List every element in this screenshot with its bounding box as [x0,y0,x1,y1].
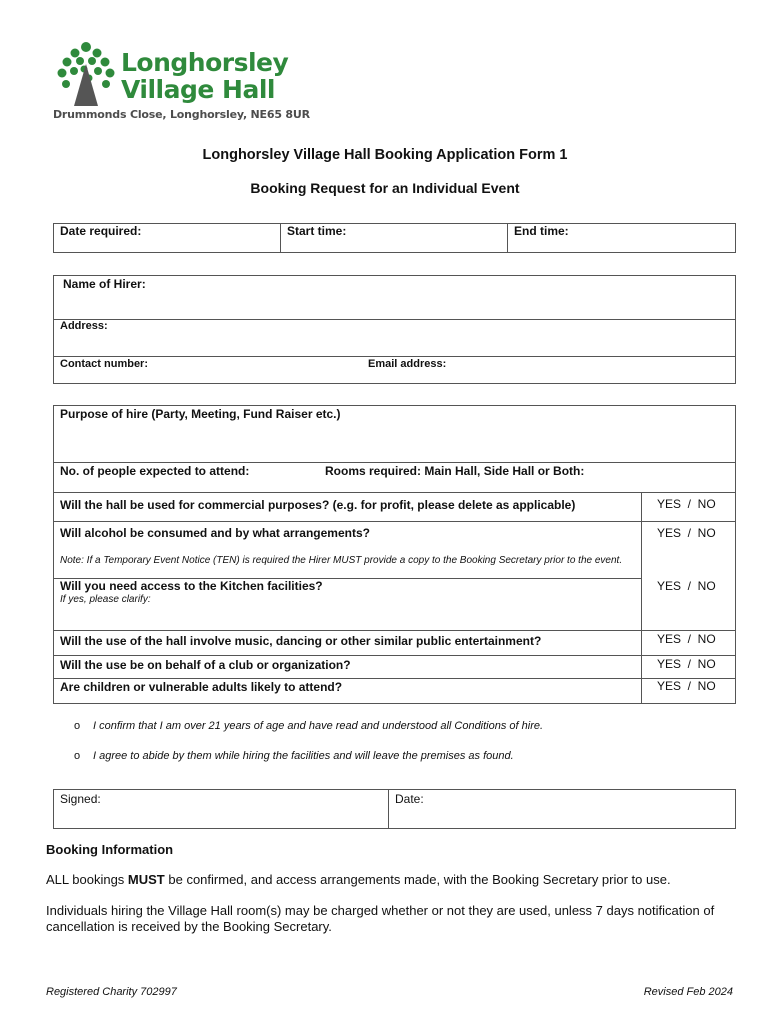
kitchen-yes-no[interactable]: YES / NO [657,579,716,593]
form-title: Longhorsley Village Hall Booking Application Form 1 [202,147,568,163]
para1-text: ALL bookings [46,872,128,887]
event-times-table [53,223,736,253]
age-confirmation: I confirm that I am over 21 years of age and have read and understood all Conditions of hire. [93,720,544,732]
divider [53,492,736,493]
start-time-field[interactable]: Start time: [287,224,347,238]
tree-logo-icon [55,40,117,108]
alcohol-question: Will alcohol be consumed and by what arrangements? [60,526,370,540]
hirer-address-field[interactable]: Address: [60,320,108,332]
music-question: Will the use of the hall involve music, dancing or other similar public entertainment? [60,634,542,648]
club-question: Will the use be on behalf of a club or organization? [60,658,351,672]
divider [53,319,736,320]
date-required-field[interactable]: Date required: [60,224,142,238]
divider [388,789,389,829]
club-yes-no[interactable]: YES / NO [657,657,716,671]
signed-field[interactable]: Signed: [60,792,101,806]
logo-line-2: Village Hall [121,75,275,104]
revision-date: Revised Feb 2024 [643,986,733,998]
hall-address: Drummonds Close, Longhorsley, NE65 8UR [53,108,310,121]
signature-date-field[interactable]: Date: [395,792,424,806]
booking-info-heading: Booking Information [46,842,174,857]
email-address-field[interactable]: Email address: [368,358,447,370]
divider [641,492,642,704]
divider [53,678,736,679]
divider [507,223,508,253]
booking-info-paragraph-2: Individuals hiring the Village Hall room(s) may be charged whether or not they are used, unless 7 days notification of cancellation is received by the Booking Secretary. [46,903,715,934]
purpose-field[interactable]: Purpose of hire (Party, Meeting, Fund Raiser etc.) [60,407,341,421]
contact-number-field[interactable]: Contact number: [60,358,148,370]
music-yes-no[interactable]: YES / NO [657,632,716,646]
divider [280,223,281,253]
divider [53,630,736,631]
divider [53,655,736,656]
bullet-marker: o [74,720,81,732]
commercial-yes-no[interactable]: YES / NO [657,497,716,511]
divider [53,521,736,522]
logo-line-1: Longhorsley [121,48,289,77]
abide-confirmation: I agree to abide by them while hiring the facilities and will leave the premises as found. [93,750,514,762]
form-subtitle: Booking Request for an Individual Event [250,180,520,196]
divider [53,356,736,357]
children-question: Are children or vulnerable adults likely to attend? [60,680,343,694]
logo-wordmark [121,49,288,103]
children-yes-no[interactable]: YES / NO [657,679,716,693]
bullet-marker: o [74,750,81,762]
para1-emphasis: MUST [127,872,165,887]
people-count-field[interactable]: No. of people expected to attend: [60,464,250,478]
hirer-name-field[interactable]: Name of Hirer: [63,277,146,291]
rooms-required-field[interactable]: Rooms required: Main Hall, Side Hall or Both: [325,464,585,478]
commercial-question: Will the hall be used for commercial purposes? (e.g. for profit, please delete as applicable) [60,498,576,512]
kitchen-clarify-field[interactable]: If yes, please clarify: [60,594,151,605]
para1-text-end: be confirmed, and access arrangements made, with the Booking Secretary prior to use. [164,872,671,887]
booking-info-paragraph-1 [46,872,671,888]
divider [53,462,736,463]
ten-note: Note: If a Temporary Event Notice (TEN) is required the Hirer MUST provide a copy to the Booking Secretary prior to the event. [60,555,623,566]
alcohol-yes-no[interactable]: YES / NO [657,526,716,540]
end-time-field[interactable]: End time: [514,224,569,238]
kitchen-question: Will you need access to the Kitchen facilities? [60,579,323,593]
charity-number: Registered Charity 702997 [46,986,177,998]
